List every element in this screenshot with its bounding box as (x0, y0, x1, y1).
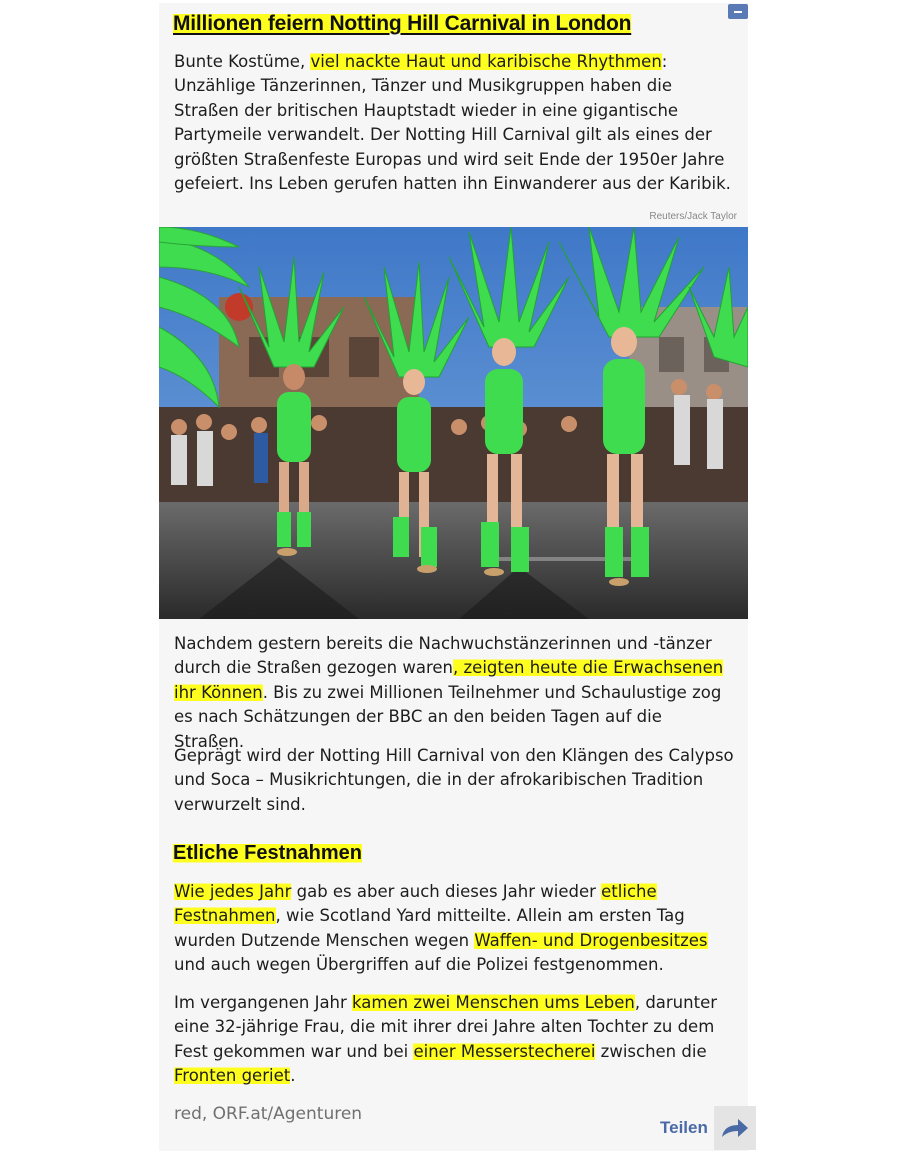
subheading-text: Etliche Festnahmen (173, 842, 362, 864)
paragraph-4 (174, 880, 736, 978)
highlighted-text: Wie jedes Jahr (174, 882, 292, 901)
text-segment: Nachdem gestern bereits die Nachwuchstänzerinnen und -tänzer durch die Straßen gezogen waren (174, 634, 712, 678)
highlighted-text: viel nackte Haut und karibische Rhythmen (310, 52, 662, 71)
highlighted-text: , zeigten heute die Erwachsenen ihr Können (174, 658, 724, 702)
share-button[interactable] (660, 1106, 756, 1150)
text-segment: Im vergangenen Jahr (174, 993, 353, 1012)
text-segment: , darunter eine 32-jährige Frau, die mit ihrer drei Jahre alten Tochter zu dem Fest gekommen war und bei (174, 993, 718, 1061)
source-attribution: red, ORF.at/Agenturen (174, 1104, 363, 1124)
paragraph-3 (174, 744, 736, 817)
text-segment: : Unzählige Tänzerinnen, Tänzer und Musikgruppen haben die Straßen der britischen Hauptstadt wieder in eine gigantische Partymeile verwandelt. Der Notting Hill Carnival gilt als eines der größten Straßenfeste Europas und wird seit Ende der 1950er Jahre gefeiert. Ins Leben gerufen hatten ihn Einwanderer aus der Karibik. (174, 52, 731, 194)
paragraph-2 (174, 632, 736, 754)
text-segment: . (290, 1066, 296, 1086)
image-credit: Reuters/Jack Taylor (649, 211, 737, 222)
subheading (173, 840, 362, 867)
intro-paragraph (174, 50, 736, 196)
highlighted-text: etliche Festnahmen (174, 882, 657, 926)
highlighted-text: einer Messerstecherei (413, 1041, 596, 1061)
highlighted-text: Waffen- und Drogenbesitzes (474, 930, 708, 950)
highlighted-text: kamen zwei Menschen ums Leben (352, 993, 635, 1012)
share-arrow-icon[interactable] (714, 1106, 756, 1150)
text-segment: Geprägt wird der Notting Hill Carnival von den Klängen des Calypso und Soca – Musikrichtungen, die in der afrokaribischen Tradition verwurzelt sind. (174, 746, 734, 814)
collapse-icon[interactable] (728, 4, 748, 19)
text-segment: zwischen die (595, 1041, 707, 1061)
share-label[interactable]: Teilen (660, 1118, 708, 1137)
article-title (173, 10, 631, 38)
text-segment: . Bis zu zwei Millionen Teilnehmer und Schaulustige zog es nach Schätzungen der BBC an den beiden Tagen auf die Straßen. (174, 682, 722, 751)
text-segment: und auch wegen Übergriffen auf die Polizei festgenommen. (174, 955, 664, 975)
carnival-photo (159, 227, 748, 619)
title-text: Millionen feiern Notting Hill Carnival in London (173, 12, 632, 35)
text-segment: , wie Scotland Yard mitteilte. Allein am ersten Tag wurden Dutzende Menschen wegen (174, 906, 685, 950)
highlighted-text: Fronten geriet (174, 1066, 291, 1086)
paragraph-5 (174, 991, 736, 1089)
text-segment: Bunte Kostüme, (174, 52, 311, 71)
text-segment: gab es aber auch dieses Jahr wieder (291, 882, 602, 901)
